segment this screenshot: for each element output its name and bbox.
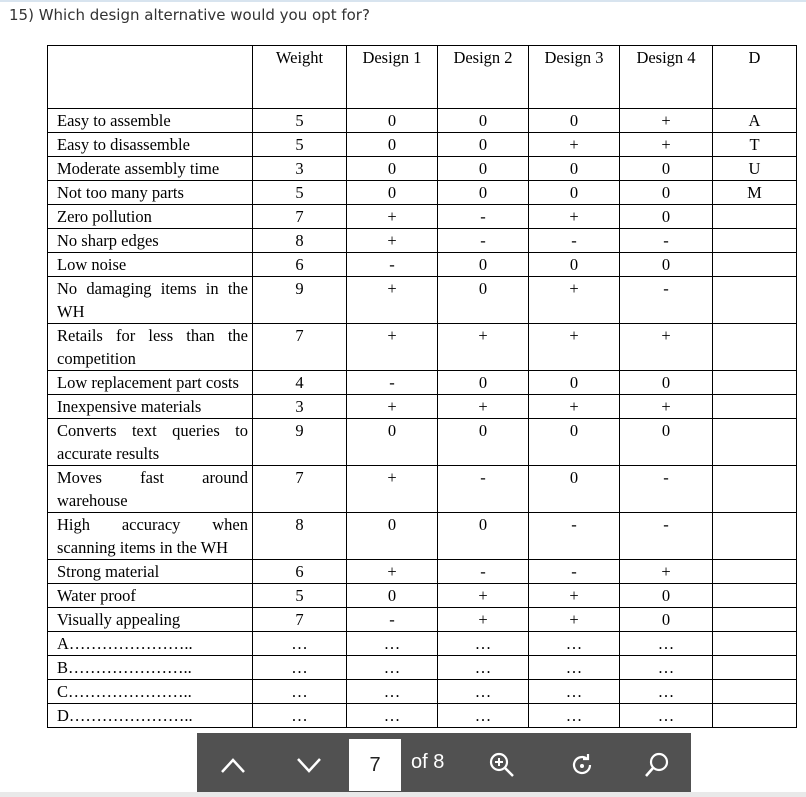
- table-row: [48, 277, 797, 324]
- question-text: 15) Which design alternative would you opt for?: [9, 6, 370, 24]
- design-1-cell: 0: [347, 133, 438, 157]
- design-2-cell: -: [438, 205, 529, 229]
- design-3-cell: 0: [529, 157, 620, 181]
- table-row: [48, 560, 797, 584]
- search-button[interactable]: [637, 745, 677, 785]
- top-border: [0, 0, 806, 2]
- design-1-cell: 0: [347, 584, 438, 608]
- search-icon: [643, 751, 671, 779]
- design-2-cell: 0: [438, 157, 529, 181]
- design-1-cell: +: [347, 324, 438, 371]
- criterion-cell: A…………………..: [48, 632, 253, 656]
- bottom-border: [0, 792, 806, 797]
- weight-cell: 5: [253, 109, 347, 133]
- next-page-button[interactable]: [289, 745, 329, 785]
- weight-cell: …: [253, 704, 347, 728]
- design-3-cell: …: [529, 680, 620, 704]
- criterion-cell: D…………………..: [48, 704, 253, 728]
- design-1-cell: -: [347, 608, 438, 632]
- chevron-down-icon: [296, 756, 322, 774]
- datum-cell: [713, 419, 797, 466]
- weight-cell: …: [253, 632, 347, 656]
- design-3-cell: …: [529, 704, 620, 728]
- design-3-cell: …: [529, 656, 620, 680]
- design-4-cell: +: [620, 324, 713, 371]
- rotate-icon: [568, 751, 596, 779]
- criterion-cell: Retails for less than the competition: [48, 324, 253, 371]
- datum-cell: T: [713, 133, 797, 157]
- weight-cell: 3: [253, 157, 347, 181]
- table-row: [48, 584, 797, 608]
- datum-cell: U: [713, 157, 797, 181]
- criterion-cell: Inexpensive materials: [48, 395, 253, 419]
- weight-cell: 5: [253, 133, 347, 157]
- design-1-cell: …: [347, 632, 438, 656]
- design-1-cell: -: [347, 371, 438, 395]
- design-2-cell: +: [438, 584, 529, 608]
- design-3-cell: -: [529, 229, 620, 253]
- design-3-cell: +: [529, 584, 620, 608]
- table-row: [48, 371, 797, 395]
- criterion-cell: Water proof: [48, 584, 253, 608]
- design-4-cell: -: [620, 277, 713, 324]
- design-4-cell: +: [620, 109, 713, 133]
- criterion-cell: B…………………..: [48, 656, 253, 680]
- design-4-cell: +: [620, 560, 713, 584]
- design-3-cell: 0: [529, 253, 620, 277]
- table-row: [48, 513, 797, 560]
- criterion-cell: Visually appealing: [48, 608, 253, 632]
- weight-cell: …: [253, 656, 347, 680]
- design-2-cell: +: [438, 395, 529, 419]
- weight-cell: 3: [253, 395, 347, 419]
- header-datum: D: [713, 46, 797, 109]
- criterion-cell: No damaging items in the WH: [48, 277, 253, 324]
- design-1-cell: 0: [347, 513, 438, 560]
- header-row: [48, 46, 797, 109]
- criterion-cell: Moves fast around warehouse: [48, 466, 253, 513]
- criterion-cell: Low replacement part costs: [48, 371, 253, 395]
- design-4-cell: 0: [620, 371, 713, 395]
- weight-cell: …: [253, 680, 347, 704]
- header-design-3: Design 3: [529, 46, 620, 109]
- design-4-cell: …: [620, 704, 713, 728]
- design-2-cell: +: [438, 324, 529, 371]
- weight-cell: 6: [253, 560, 347, 584]
- design-4-cell: 0: [620, 181, 713, 205]
- design-3-cell: …: [529, 632, 620, 656]
- header-criterion: [48, 46, 253, 109]
- design-1-cell: +: [347, 205, 438, 229]
- datum-cell: [713, 704, 797, 728]
- weight-cell: 6: [253, 253, 347, 277]
- design-4-cell: …: [620, 680, 713, 704]
- design-3-cell: 0: [529, 466, 620, 513]
- weight-cell: 7: [253, 205, 347, 229]
- design-2-cell: 0: [438, 513, 529, 560]
- chevron-up-icon: [220, 756, 246, 774]
- criterion-cell: Moderate assembly time: [48, 157, 253, 181]
- datum-cell: [713, 608, 797, 632]
- table-row: [48, 253, 797, 277]
- design-3-cell: 0: [529, 109, 620, 133]
- design-2-cell: …: [438, 680, 529, 704]
- design-1-cell: 0: [347, 419, 438, 466]
- design-4-cell: -: [620, 466, 713, 513]
- previous-page-button[interactable]: [213, 745, 253, 785]
- design-4-cell: 0: [620, 205, 713, 229]
- design-4-cell: 0: [620, 608, 713, 632]
- design-4-cell: -: [620, 229, 713, 253]
- datum-cell: [713, 632, 797, 656]
- design-1-cell: …: [347, 656, 438, 680]
- datum-cell: A: [713, 109, 797, 133]
- design-1-cell: …: [347, 680, 438, 704]
- table-row: [48, 181, 797, 205]
- datum-cell: [713, 513, 797, 560]
- decision-matrix-table: [47, 45, 797, 728]
- datum-cell: [713, 560, 797, 584]
- weight-cell: 4: [253, 371, 347, 395]
- design-1-cell: +: [347, 466, 438, 513]
- weight-cell: 8: [253, 513, 347, 560]
- table-row: [48, 229, 797, 253]
- design-2-cell: 0: [438, 109, 529, 133]
- design-2-cell: …: [438, 632, 529, 656]
- design-2-cell: 0: [438, 181, 529, 205]
- design-2-cell: …: [438, 656, 529, 680]
- criterion-cell: C…………………..: [48, 680, 253, 704]
- weight-cell: 9: [253, 277, 347, 324]
- design-1-cell: 0: [347, 109, 438, 133]
- design-2-cell: +: [438, 608, 529, 632]
- datum-cell: [713, 253, 797, 277]
- weight-cell: 7: [253, 466, 347, 513]
- design-3-cell: +: [529, 277, 620, 324]
- datum-cell: [713, 680, 797, 704]
- table-row: [48, 419, 797, 466]
- design-1-cell: +: [347, 395, 438, 419]
- design-2-cell: 0: [438, 277, 529, 324]
- table-row: [48, 157, 797, 181]
- table-row: [48, 133, 797, 157]
- datum-cell: M: [713, 181, 797, 205]
- design-4-cell: 0: [620, 584, 713, 608]
- design-3-cell: +: [529, 395, 620, 419]
- design-3-cell: +: [529, 133, 620, 157]
- datum-cell: [713, 324, 797, 371]
- design-3-cell: -: [529, 513, 620, 560]
- page-number-input[interactable]: 7: [349, 739, 401, 791]
- table-row: [48, 109, 797, 133]
- design-4-cell: +: [620, 133, 713, 157]
- criterion-cell: Low noise: [48, 253, 253, 277]
- page-count-label: of 8: [411, 751, 445, 773]
- design-2-cell: -: [438, 560, 529, 584]
- design-4-cell: 0: [620, 157, 713, 181]
- design-1-cell: …: [347, 704, 438, 728]
- header-weight: Weight: [253, 46, 347, 109]
- design-3-cell: -: [529, 560, 620, 584]
- datum-cell: [713, 584, 797, 608]
- design-2-cell: 0: [438, 371, 529, 395]
- weight-cell: 7: [253, 608, 347, 632]
- design-4-cell: +: [620, 395, 713, 419]
- design-2-cell: -: [438, 229, 529, 253]
- design-1-cell: -: [347, 253, 438, 277]
- table-row: [48, 704, 797, 728]
- table-body: [48, 46, 797, 728]
- datum-cell: [713, 656, 797, 680]
- pdf-viewer-toolbar: [197, 733, 691, 797]
- design-3-cell: +: [529, 608, 620, 632]
- design-4-cell: …: [620, 632, 713, 656]
- datum-cell: [713, 395, 797, 419]
- design-4-cell: 0: [620, 419, 713, 466]
- criterion-cell: No sharp edges: [48, 229, 253, 253]
- datum-cell: [713, 277, 797, 324]
- design-3-cell: +: [529, 324, 620, 371]
- design-3-cell: +: [529, 205, 620, 229]
- table-row: [48, 466, 797, 513]
- design-2-cell: …: [438, 704, 529, 728]
- design-2-cell: -: [438, 466, 529, 513]
- criterion-cell: Converts text queries to accurate results: [48, 419, 253, 466]
- table-row: [48, 205, 797, 229]
- datum-cell: [713, 205, 797, 229]
- rotate-button[interactable]: [562, 745, 602, 785]
- design-4-cell: 0: [620, 253, 713, 277]
- weight-cell: 8: [253, 229, 347, 253]
- criterion-cell: Not too many parts: [48, 181, 253, 205]
- criterion-cell: Easy to assemble: [48, 109, 253, 133]
- zoom-in-button[interactable]: [482, 745, 522, 785]
- weight-cell: 9: [253, 419, 347, 466]
- design-3-cell: 0: [529, 419, 620, 466]
- table-row: [48, 656, 797, 680]
- table-row: [48, 324, 797, 371]
- design-2-cell: 0: [438, 419, 529, 466]
- design-1-cell: +: [347, 229, 438, 253]
- design-4-cell: -: [620, 513, 713, 560]
- weight-cell: 5: [253, 181, 347, 205]
- table-row: [48, 632, 797, 656]
- design-1-cell: 0: [347, 181, 438, 205]
- design-1-cell: 0: [347, 157, 438, 181]
- design-2-cell: 0: [438, 133, 529, 157]
- criterion-cell: High accuracy when scanning items in the WH: [48, 513, 253, 560]
- table-row: [48, 608, 797, 632]
- header-design-1: Design 1: [347, 46, 438, 109]
- criterion-cell: Strong material: [48, 560, 253, 584]
- datum-cell: [713, 371, 797, 395]
- weight-cell: 5: [253, 584, 347, 608]
- design-2-cell: 0: [438, 253, 529, 277]
- datum-cell: [713, 466, 797, 513]
- table-row: [48, 395, 797, 419]
- criterion-cell: Zero pollution: [48, 205, 253, 229]
- header-design-2: Design 2: [438, 46, 529, 109]
- design-1-cell: +: [347, 560, 438, 584]
- design-4-cell: …: [620, 656, 713, 680]
- weight-cell: 7: [253, 324, 347, 371]
- datum-cell: [713, 229, 797, 253]
- design-3-cell: 0: [529, 181, 620, 205]
- design-1-cell: +: [347, 277, 438, 324]
- table-row: [48, 680, 797, 704]
- header-design-4: Design 4: [620, 46, 713, 109]
- criterion-cell: Easy to disassemble: [48, 133, 253, 157]
- design-3-cell: 0: [529, 371, 620, 395]
- zoom-in-icon: [488, 751, 516, 779]
